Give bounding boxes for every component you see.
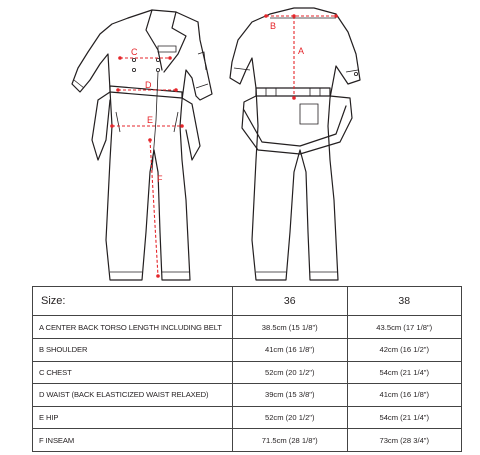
front-collar [128, 10, 198, 22]
front-lapel-right [164, 12, 186, 72]
measure-inseam [150, 140, 158, 276]
measure-label-d: D [145, 80, 152, 90]
row-value: 71.5cm (28 1/8") [233, 429, 348, 452]
table-row [33, 338, 462, 361]
table-row [33, 429, 462, 452]
row-label: D WAIST (BACK ELASTICIZED WAIST RELAXED) [33, 384, 233, 407]
row-value: 39cm (15 3/8") [233, 384, 348, 407]
pocket-slit-left [116, 112, 120, 132]
row-value: 41cm (16 1/8") [347, 384, 462, 407]
belt-tail-right [182, 98, 200, 160]
back-belt-inner [244, 106, 346, 146]
table-header-label: Size: [33, 287, 233, 316]
back-elastic-waist [256, 88, 330, 96]
back-view [230, 8, 360, 280]
row-value: 52cm (20 1/2") [233, 361, 348, 384]
front-body-outline [72, 18, 212, 280]
button [156, 68, 159, 71]
row-label: E HIP [33, 406, 233, 429]
measure-label-b: B [270, 21, 277, 31]
size-chart-table [32, 286, 462, 452]
back-collar [270, 8, 336, 14]
row-value: 54cm (21 1/4") [347, 406, 462, 429]
table-row [33, 361, 462, 384]
back-cuff-right [346, 70, 358, 72]
front-sleeve-tab [198, 52, 206, 70]
button [354, 72, 357, 75]
front-view [72, 10, 212, 280]
measure-label-c: C [131, 47, 138, 57]
row-value: 43.5cm (17 1/8") [347, 316, 462, 339]
size-header-38: 38 [347, 287, 462, 316]
belt-loops [266, 88, 320, 96]
row-value: 38.5cm (15 1/8") [233, 316, 348, 339]
back-body-outline [230, 14, 360, 280]
measure-label-e: E [147, 115, 154, 125]
row-value: 42cm (16 1/2") [347, 338, 462, 361]
back-cuff-left [234, 68, 250, 70]
table-row [33, 406, 462, 429]
row-value: 52cm (20 1/2") [233, 406, 348, 429]
row-label: A CENTER BACK TORSO LENGTH INCLUDING BELT [33, 316, 233, 339]
belt-tail-left [92, 92, 110, 160]
measurement-lines [110, 14, 338, 278]
front-cuff-right [196, 84, 208, 88]
row-value: 54cm (21 1/4") [347, 361, 462, 384]
chest-pocket [158, 46, 176, 52]
button [132, 58, 135, 61]
table-row [33, 384, 462, 407]
back-pocket [300, 104, 318, 124]
measure-label-f: F [157, 174, 163, 184]
size-header-36: 36 [233, 287, 348, 316]
table-header-row [33, 287, 462, 316]
row-label: B SHOULDER [33, 338, 233, 361]
measure-label-a: A [298, 46, 305, 56]
pocket-slit-right [174, 112, 178, 132]
button [156, 58, 159, 61]
row-label: C CHEST [33, 361, 233, 384]
row-value: 41cm (16 1/8") [233, 338, 348, 361]
row-label: F INSEAM [33, 429, 233, 452]
row-value: 73cm (28 3/4") [347, 429, 462, 452]
table-row [33, 316, 462, 339]
button [132, 68, 135, 71]
